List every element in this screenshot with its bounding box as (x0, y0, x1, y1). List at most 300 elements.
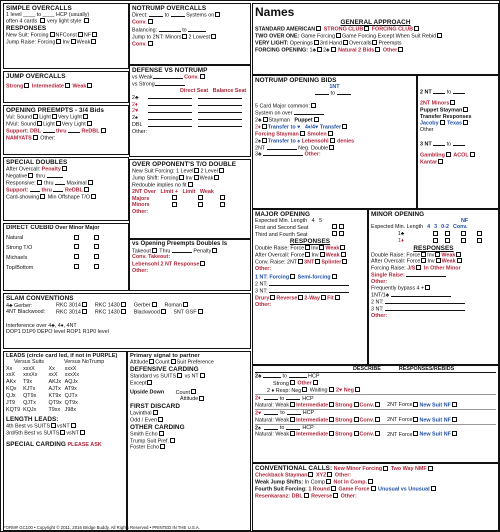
club-conv-checkbox[interactable] (477, 231, 482, 236)
responsive-checkbox[interactable] (37, 180, 42, 185)
two-level-checkbox[interactable] (219, 168, 224, 173)
takeout-checkbox[interactable] (152, 248, 157, 253)
michaels-major-checkbox[interactable] (94, 254, 99, 259)
game-force-checkbox[interactable] (371, 486, 376, 491)
smolen-checkbox[interactable] (328, 131, 333, 136)
namyats-label: NAMYATS (6, 135, 32, 142)
strong-to-major-checkbox[interactable] (94, 244, 99, 249)
2d-neg-checkbox[interactable] (302, 387, 307, 392)
nmf-checkbox[interactable] (383, 466, 388, 471)
minors-limit-checkbox[interactable] (198, 202, 203, 207)
natural-2-bids-checkbox[interactable] (375, 47, 380, 52)
reverse-checkbox[interactable] (333, 493, 338, 498)
lead-card-pattern[interactable]: QJx (6, 393, 16, 400)
one-club-checkbox[interactable] (317, 47, 322, 52)
2nt-field[interactable] (269, 281, 349, 286)
min-offshape-label: Min Offshape T/O (47, 194, 91, 201)
new-suit-checkbox[interactable] (452, 417, 457, 422)
standard-nt-checkbox[interactable] (200, 373, 205, 378)
2h-neg-checkbox[interactable] (355, 387, 360, 392)
direct-seat-header: Direct Seat (180, 87, 209, 94)
intermediate-checkbox[interactable] (329, 431, 334, 436)
openings-checkbox[interactable] (314, 40, 319, 45)
conv-checkbox[interactable] (375, 402, 380, 407)
2nt-response-label: 2NT (255, 145, 266, 152)
in-comp-checkbox[interactable] (326, 479, 331, 484)
slam-option-checkbox[interactable] (121, 302, 126, 307)
puppet-stayman-checkbox[interactable] (463, 107, 468, 112)
gambling-checkbox[interactable] (446, 152, 451, 157)
game-forcing-checkbox[interactable] (336, 33, 341, 38)
first-second-4-checkbox[interactable] (332, 224, 337, 229)
hcp-to-field[interactable] (286, 395, 300, 400)
redbl-checkbox[interactable] (84, 187, 89, 192)
unusual-checkbox[interactable] (431, 486, 436, 491)
card-showing-checkbox[interactable] (40, 194, 45, 199)
lead-card-pattern[interactable]: xxxX (23, 365, 35, 372)
odd-even-label: Odd / Even (130, 417, 157, 424)
nf-const-checkbox[interactable] (78, 32, 83, 37)
club-4-checkbox[interactable] (433, 231, 438, 236)
natural-label: Natural: Weak (255, 417, 290, 424)
texas-checkbox[interactable] (463, 120, 468, 125)
majors-label: Majors (132, 195, 150, 202)
slam-option-checkbox[interactable] (183, 302, 188, 307)
upside-down-attitude-checkbox[interactable] (199, 396, 204, 401)
conv-raise-2nt-checkbox[interactable] (298, 259, 303, 264)
lead-card-pattern[interactable]: AKx (6, 379, 16, 386)
2c-to-field[interactable] (289, 373, 307, 378)
support-thru-field[interactable] (53, 187, 63, 192)
direct-seat-field[interactable] (148, 115, 192, 120)
1nt-to-field[interactable] (337, 90, 351, 95)
defense-vs-notrump-section (129, 65, 251, 157)
not-in-comp-checkbox[interactable] (368, 479, 373, 484)
balance-seat-field[interactable] (198, 122, 242, 127)
majors-weak-checkbox[interactable] (220, 195, 225, 200)
five-card-major-checkbox[interactable] (311, 103, 316, 108)
slam-option-checkbox[interactable] (161, 309, 166, 314)
new-suit-checkbox[interactable] (452, 431, 457, 436)
double-raise-inv-checkbox[interactable] (435, 252, 440, 257)
double-raise-weak-checkbox[interactable] (340, 245, 345, 250)
2nt-response-field[interactable] (267, 145, 297, 150)
hcp-from-field[interactable] (264, 410, 278, 415)
nf-const-label: NFConst (55, 32, 77, 39)
very-light-style-checkbox[interactable] (84, 18, 89, 23)
third-fourth-5-checkbox[interactable] (339, 231, 344, 236)
two-way-checkbox[interactable] (321, 295, 326, 300)
strong-checkbox[interactable] (354, 402, 359, 407)
preempts-label: Preempts (378, 40, 402, 47)
minors-weak-checkbox[interactable] (220, 202, 225, 207)
third-hand-checkbox[interactable] (343, 40, 348, 45)
upside-down-count-checkbox[interactable] (191, 389, 196, 394)
negative-checkbox[interactable] (28, 173, 33, 178)
intermediate-checkbox[interactable] (329, 417, 334, 422)
to-label: to (279, 395, 285, 402)
bypass-checkbox[interactable] (425, 285, 430, 290)
first-second-5-checkbox[interactable] (339, 224, 344, 229)
jump-shift-weak-checkbox[interactable] (214, 175, 219, 180)
weak-jump-shifts-label: Weak Jump Shifts: (255, 479, 304, 486)
fourth-best-nt-checkbox[interactable] (71, 423, 76, 428)
often-4-cards-checkbox[interactable] (40, 18, 45, 23)
vs-nt-label: vsNT (66, 430, 79, 437)
standard-suits-checkbox[interactable] (177, 373, 182, 378)
thru-label: thru (41, 187, 52, 194)
two-lowest-checkbox[interactable] (211, 34, 216, 39)
jacoby-checkbox[interactable] (440, 120, 445, 125)
lead-row (6, 400, 82, 407)
section-title: LEADS (circle card led, if not in PURPLE) (6, 353, 118, 359)
double-raise-weak-checkbox[interactable] (456, 252, 461, 257)
club-02-checkbox[interactable] (461, 231, 466, 236)
lead-card-pattern[interactable]: J98x (64, 406, 77, 413)
bid-label: 2♦ (132, 101, 138, 108)
lead-card-pattern[interactable]: xxX (6, 372, 15, 379)
balance-seat-field[interactable] (198, 94, 242, 99)
lead-card-pattern[interactable]: KQJx (23, 406, 37, 413)
third-fifth-nt-checkbox[interactable] (80, 430, 85, 435)
diamond-02-checkbox[interactable] (461, 238, 466, 243)
section-title: SPECIAL DOUBLES (6, 159, 68, 166)
michaels-minor-checkbox[interactable] (74, 254, 79, 259)
slam-option-checkbox[interactable] (152, 302, 157, 307)
natural-major-checkbox[interactable] (94, 235, 99, 240)
2nt-to-field[interactable] (453, 89, 465, 94)
strong-checkbox[interactable] (24, 83, 29, 88)
3nt-from-field[interactable] (433, 141, 445, 146)
weak-checkbox[interactable] (87, 83, 92, 88)
jump-raise-weak-checkbox[interactable] (91, 39, 96, 44)
foster-echo-checkbox[interactable] (160, 444, 165, 449)
natural-checkbox[interactable] (290, 431, 295, 436)
after-overcall-force-checkbox[interactable] (421, 258, 426, 263)
puppet-checkbox[interactable] (314, 117, 319, 122)
vul-sound-checkbox[interactable] (33, 114, 38, 119)
neg-double-checkbox[interactable] (329, 145, 334, 150)
3nt-field[interactable] (385, 306, 465, 311)
nt-force-label: 2NT Force (387, 417, 413, 424)
direct-from-field[interactable] (149, 12, 163, 17)
slam-option-checkbox[interactable] (121, 309, 126, 314)
jump-shift-inv-checkbox[interactable] (194, 175, 199, 180)
lead-card-pattern[interactable]: Xx (48, 365, 55, 372)
after-overcall-inv-checkbox[interactable] (436, 258, 441, 263)
xyz-checkbox[interactable] (327, 472, 332, 477)
direct-seat-field[interactable] (148, 108, 192, 113)
stayman-checkbox[interactable] (263, 117, 268, 122)
attitude-checkbox[interactable] (149, 359, 154, 364)
special-carding-heading: SPECIAL CARDING (6, 440, 66, 448)
vs-weak-field[interactable] (153, 74, 183, 79)
conv-checkbox[interactable] (148, 19, 153, 24)
lead-card-pattern[interactable]: KT9x (48, 393, 62, 400)
strong-club-checkbox[interactable] (364, 26, 369, 31)
two-diamond-label: 2♦ (255, 124, 261, 131)
third-fourth-4-checkbox[interactable] (332, 231, 337, 236)
lead-card-pattern[interactable]: QT9x (23, 393, 37, 400)
natural-checkbox[interactable] (290, 402, 295, 407)
two-club-checkbox[interactable] (331, 47, 336, 52)
1nt-forcing-checkbox[interactable] (290, 274, 295, 279)
lead-card-pattern[interactable]: QT9x (64, 400, 78, 407)
other-checkbox[interactable] (313, 380, 318, 385)
lead-card-pattern[interactable]: AQJx (64, 379, 78, 386)
standard-american-checkbox[interactable] (316, 26, 321, 31)
forcing-stayman-checkbox[interactable] (300, 131, 305, 136)
3nt-label: 3 NT: (371, 306, 384, 313)
lead-card-pattern[interactable]: QT9x (48, 400, 62, 407)
support-thru-field[interactable] (68, 128, 80, 133)
balance-seat-field[interactable] (198, 108, 242, 113)
direct-seat-field[interactable] (148, 122, 192, 127)
third-fifth-suits-checkbox[interactable] (60, 430, 65, 435)
strong-checkbox[interactable] (354, 431, 359, 436)
lead-card-pattern[interactable]: KJTx (23, 386, 36, 393)
gf-except-checkbox[interactable] (437, 33, 442, 38)
lebensohl-checkbox[interactable] (330, 138, 335, 143)
balance-seat-field[interactable] (198, 101, 242, 106)
one-level-checkbox[interactable] (194, 168, 199, 173)
transfer-heart-checkbox[interactable] (262, 124, 267, 129)
four-four-transfer-checkbox[interactable] (342, 124, 347, 129)
conv-checkbox[interactable] (375, 431, 380, 436)
section-title: JUMP OVERCALLS (6, 73, 66, 80)
conv-label: Conv. (132, 19, 147, 26)
lebensohl-checkbox[interactable] (200, 261, 205, 266)
2nt-from-field[interactable] (433, 89, 445, 94)
new-suit-label: New Suit NF (419, 417, 451, 424)
conventional-calls-section (252, 463, 499, 531)
nvul-very-light-checkbox[interactable] (87, 121, 92, 126)
very-light-style-label: very light style (47, 18, 82, 25)
2nt-minors-checkbox[interactable] (450, 100, 455, 105)
trump-suit-pref-checkbox[interactable] (170, 438, 175, 443)
smith-echo-checkbox[interactable] (159, 431, 164, 436)
new-suit-forcing-checkbox[interactable] (50, 32, 55, 37)
other-checkbox[interactable] (398, 47, 403, 52)
diamond-3-checkbox[interactable] (445, 238, 450, 243)
waiting-checkbox[interactable] (329, 387, 334, 392)
2nt-field[interactable] (385, 299, 465, 304)
js-checkbox[interactable] (416, 265, 421, 270)
2c-from-field[interactable] (263, 373, 281, 378)
lead-card-pattern[interactable]: Xx (6, 365, 13, 372)
natural-minor-checkbox[interactable] (74, 235, 79, 240)
semi-forcing-checkbox[interactable] (332, 274, 337, 279)
general-approach-heading: GENERAL APPROACH (340, 19, 411, 27)
majors-limit-checkbox[interactable] (198, 195, 203, 200)
systems-on-checkbox[interactable] (215, 12, 220, 17)
lead-card-pattern[interactable]: T9x (23, 379, 33, 386)
checkback-checkbox[interactable] (308, 472, 313, 477)
min-offshape-checkbox[interactable] (91, 194, 96, 199)
length-column-header: 3 (434, 224, 438, 231)
describe-header: DESCRIBE (353, 366, 381, 372)
kantar-checkbox[interactable] (438, 159, 443, 164)
vul-light-checkbox[interactable] (52, 114, 57, 119)
negative-label: Negative (6, 173, 28, 180)
hcp-to-field[interactable] (286, 425, 300, 430)
direct-seat-field[interactable] (148, 94, 192, 99)
conv-raise-3nt-checkbox[interactable] (315, 259, 320, 264)
lead-card-pattern[interactable]: AJTx (48, 386, 61, 393)
single-raise-field[interactable] (406, 272, 446, 277)
odd-even-checkbox[interactable] (158, 417, 163, 422)
support-from-field[interactable] (43, 128, 55, 133)
lead-card-pattern[interactable]: xxX (48, 372, 58, 379)
conv2-checkbox[interactable] (148, 41, 153, 46)
transfer-spade-checkbox[interactable] (262, 138, 267, 143)
redbl-checkbox[interactable] (101, 128, 106, 133)
nvul-sound-checkbox[interactable] (37, 121, 42, 126)
thru-field[interactable] (172, 248, 192, 253)
section-title: vs Opening Preempts Doubles Is (132, 241, 228, 247)
negative-thru-field[interactable] (47, 173, 63, 178)
jump-shift-forcing-checkbox[interactable] (179, 175, 184, 180)
balancing-to-field[interactable] (188, 27, 206, 32)
vul-very-light-checkbox[interactable] (83, 114, 88, 119)
section-title: NOTRUMP OVERCALLS (132, 5, 207, 12)
nt-force-checkbox[interactable] (413, 417, 418, 422)
double-raise-inv-checkbox[interactable] (319, 245, 324, 250)
light-label: Light (43, 121, 55, 128)
lead-card-pattern[interactable]: xxxX (64, 365, 77, 372)
strong-checkbox[interactable] (354, 417, 359, 422)
support-from-field[interactable] (30, 187, 40, 192)
over-opponent-to-double-section (129, 159, 251, 239)
strong-to-minor-checkbox[interactable] (74, 244, 79, 249)
vs-weak-conv-checkbox[interactable] (200, 74, 205, 79)
lead-card-pattern[interactable]: T9xx (48, 406, 61, 413)
forcing-club-checkbox[interactable] (414, 26, 419, 31)
lead-card-pattern[interactable]: xxxXx (23, 372, 38, 379)
diamond-conv-checkbox[interactable] (477, 238, 482, 243)
nt-force-checkbox[interactable] (413, 431, 418, 436)
count-checkbox[interactable] (171, 359, 176, 364)
new-suit-checkbox[interactable] (452, 402, 457, 407)
penalty-checkbox[interactable] (212, 248, 217, 253)
two-way-nmf-checkbox[interactable] (428, 466, 433, 471)
slam-option-checkbox[interactable] (82, 302, 87, 307)
lead-card-pattern[interactable]: QJTx (23, 400, 36, 407)
double-raise-force-checkbox[interactable] (421, 252, 426, 257)
reverse-checkbox[interactable] (298, 295, 303, 300)
interference-options: DOP1 D1P0 DEPO level ROP1 R1P0 level (6, 329, 109, 336)
lavinthal-checkbox[interactable] (153, 410, 158, 415)
fit-checkbox[interactable] (335, 295, 340, 300)
lead-card-pattern[interactable]: AKJx (48, 379, 62, 386)
fourth-best-suits-checkbox[interactable] (51, 423, 56, 428)
lead-card-pattern[interactable]: QJTx (64, 393, 78, 400)
minors-limit-plus-checkbox[interactable] (172, 202, 177, 207)
dbl-checkbox[interactable] (304, 493, 309, 498)
drury-checkbox[interactable] (270, 295, 275, 300)
three-club-field[interactable] (263, 151, 303, 156)
slam-option-checkbox[interactable] (198, 309, 203, 314)
hcp-to-field[interactable] (287, 410, 301, 415)
after-overcall-inv-checkbox[interactable] (320, 252, 325, 257)
one-round-checkbox[interactable] (331, 486, 336, 491)
system-on-over-field[interactable] (294, 110, 324, 115)
hcp-from-field[interactable] (264, 395, 278, 400)
vs-strong-field[interactable] (155, 81, 185, 86)
namyats-checkbox[interactable] (33, 135, 38, 140)
natural-checkbox[interactable] (290, 417, 295, 422)
lead-card-pattern[interactable]: AT9x (64, 386, 77, 393)
jump-raise-forcing-checkbox[interactable] (56, 39, 61, 44)
3nt-field[interactable] (269, 288, 349, 293)
nf-checkbox[interactable] (92, 32, 97, 37)
except-checkbox[interactable] (147, 380, 152, 385)
slam-option-label: RKC 3014 (56, 302, 81, 309)
notrump-overcalls-section (129, 3, 251, 65)
lead-card-pattern[interactable]: JT9 (6, 400, 15, 407)
club-3-checkbox[interactable] (445, 231, 450, 236)
nt-force-checkbox[interactable] (413, 402, 418, 407)
direct-to-field[interactable] (171, 12, 185, 17)
responsive-thru-field[interactable] (55, 180, 65, 185)
1nt-from-field[interactable] (315, 90, 329, 95)
after-overcall-weak-checkbox[interactable] (457, 258, 462, 263)
conv-checkbox[interactable] (375, 417, 380, 422)
after-overcall-force-checkbox[interactable] (305, 252, 310, 257)
direct-seat-field[interactable] (148, 101, 192, 106)
balancing-from-field[interactable] (159, 27, 181, 32)
slam-option-checkbox[interactable] (82, 309, 87, 314)
overcalls-checkbox[interactable] (372, 40, 377, 45)
takeout-label: Takeout (132, 248, 151, 255)
redouble-checkbox[interactable] (188, 182, 193, 187)
jump-2nt-minors-checkbox[interactable] (182, 34, 187, 39)
texas-label: Texas (447, 120, 462, 127)
intermediate-checkbox[interactable] (65, 83, 70, 88)
splinter-checkbox[interactable] (342, 259, 347, 264)
hcp-from-field[interactable] (264, 425, 278, 430)
after-overcall-weak-checkbox[interactable] (341, 252, 346, 257)
lead-card-pattern[interactable]: xxxXx (64, 372, 80, 379)
top-bottom-major-checkbox[interactable] (94, 264, 99, 269)
diamond-4-checkbox[interactable] (433, 238, 438, 243)
intermediate-label: Intermediate (296, 431, 329, 438)
nvul-light-checkbox[interactable] (56, 121, 61, 126)
balance-seat-field[interactable] (198, 115, 242, 120)
conv-takeout-label: Conv. Takeout: (132, 254, 171, 261)
maximal-checkbox[interactable] (88, 180, 93, 185)
majors-limit-plus-checkbox[interactable] (172, 195, 177, 200)
3nt-to-field[interactable] (453, 141, 465, 146)
to-label: to (182, 27, 187, 34)
1nt-over-1club-field[interactable] (391, 292, 451, 297)
top-bottom-minor-checkbox[interactable] (74, 264, 79, 269)
jump-raise-inv-checkbox[interactable] (71, 39, 76, 44)
lead-card-pattern[interactable]: KQT9 (6, 406, 21, 413)
very-light-label: VERY LIGHT: (255, 40, 289, 47)
xyz-label: XYZ (315, 472, 327, 479)
four-label: 4 (311, 218, 315, 225)
double-raise-force-checkbox[interactable] (305, 245, 310, 250)
penalty-checkbox[interactable] (62, 166, 67, 171)
acol-checkbox[interactable] (470, 152, 475, 157)
after-overcall-label: After Overcall: Force (371, 258, 421, 265)
intermediate-checkbox[interactable] (329, 402, 334, 407)
strong-checkbox[interactable] (290, 380, 295, 385)
2nt-label: 2 NT: (371, 299, 384, 306)
other-label: Other (297, 380, 312, 387)
lead-card-pattern[interactable]: KQx (6, 386, 17, 393)
